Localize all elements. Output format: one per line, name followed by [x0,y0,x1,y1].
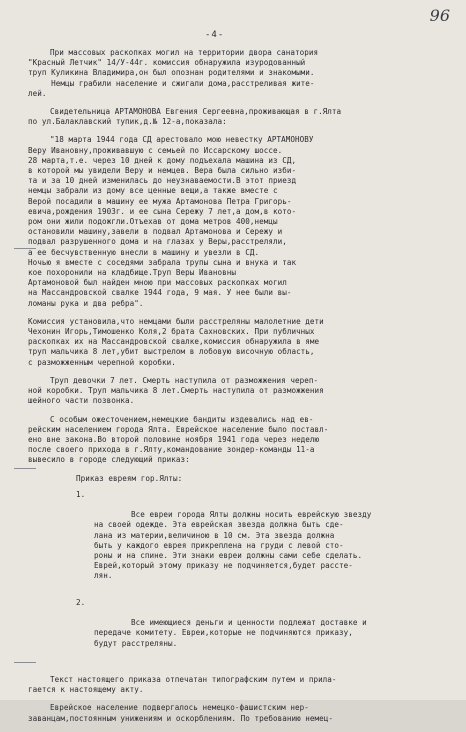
margin-mark [14,468,36,473]
archive-page-number: 96 [429,6,450,25]
margin-mark [14,662,36,667]
paragraph-commission-findings: Комиссия установила,что немцами были расстреляны малолетние дети Чехонин Игорь,Тимошенко Коля,2 брата Сахновских. При публичных раскопках их на Массандровской свалке,комиссия обнаружила в яме труп мальчика 8 лет,убит выстрелом в лобовую височную область, с разможженным черепной коробки. [28,316,324,367]
order-item-number: 1. [76,489,86,499]
paragraph-mass-graves: При массовых раскопках могил на территории двора санатория "Красный Летчик" 14/У-44г. комиссия обнаружила изуродованный труп Куликина Владимира,он был опознан родителями и знакомыми. Немцы грабили население и сжигали дома,расстреливая жите- лей. [28,48,319,98]
order-item-text: Все имеющиеся деньги и ценности подлежат доставке и передаче комитету. Евреи,которые не подчиняются приказу, будут расстреляны. [94,618,367,648]
paragraph-autopsy: Труп девочки 7 лет. Смерть наступила от разможжения череп- ной коробки. Труп мальчика 8 лет.Смерть наступила от разможжения шейного части позвонка. [28,375,324,406]
paragraph-witness-testimony: "18 марта 1944 года СД арестовало мою невестку АРТАМОНОВУ Веру Ивановну,проживавшую с семьей по Иссарскому шоссе. 28 марта,т.е. через 10 дней к дому подъехала машина из СД, в которой мы увидели Веру и немцев. Вера была сильно изби- та и за 10 дней изменилась до неузнаваемости.В этот приезд немцы забрали из дому все ценные вещи,а также вместе с Верой посадили в машину ее мужа Артамонова Петра Григорь- евича,рождения 1903г. и ее сына Сережу 7 лет,а дом,в кото- ром они жили подожгли.Отъехав от дома метров 400,немцы остановили машину,завели в подвал Артамонова и Сережу и подвал разрушенного дома и на глазах у Веры,расстреляли, а ее бесчувственную внесли в машину и увезли в СД. Ночью я вместе с соседями забрала трупы сына и внука и так кое похоронили на кладбище.Труп Веры Ивановны Артамоновой был найден мною при массовых раскопках могил на Массандровской свалке 1944 года, 9 мая. У нее были вы- ломаны рука и два ребра". [28,135,314,308]
order-item [76,598,448,659]
page-number: -4- [205,30,225,40]
paragraph-witness-intro: Свидетельница АРТАМОНОВА Евгения Сергеевна,проживающая в г.Ялта по ул.Балаклавский тупик,д.№ 12-а,показала: [28,107,342,127]
paragraph-order-note: Текст настоящего приказа отпечатан типографским путем и прила- гается к настоящему акту. [28,674,337,695]
order-title: Приказ евреям гор.Ялты: [76,473,183,483]
paragraph-continuation: Еврейское население подвергалось немецко-фашистским нер- заванцам,постоянным унижениям и оскорблениям. По требованию немец- [28,703,334,723]
order-block [76,474,448,667]
margin-mark [14,248,36,253]
order-item [76,490,448,592]
paragraph-jewish-population: С особым ожесточением,немецкие бандиты издевались над ев- рейским населением города Ялта. Еврейское население было поставл- ено вне закона.Во второй половине ноября 1941 года через неделю после своего прихода в г.Ялту,командование зондер-команды 11-а вывесило в городе следующий приказ: [28,414,329,465]
document-body [28,48,452,732]
order-item-text: Все евреи города Ялты должны носить еврейскую звезду на своей одежде. Эта еврейская звезда должна быть сде- лана из материи,величиною в 10 см. Эта звезда должна быть у каждого еврея прикреплена на груди с левой сто- роны и на спине. Эти знаки евреи должны сами себе сделать. Еврей,который этому приказу не подчиняется,будет рассте- лян. [94,510,372,581]
order-item-number: 2. [76,597,86,607]
